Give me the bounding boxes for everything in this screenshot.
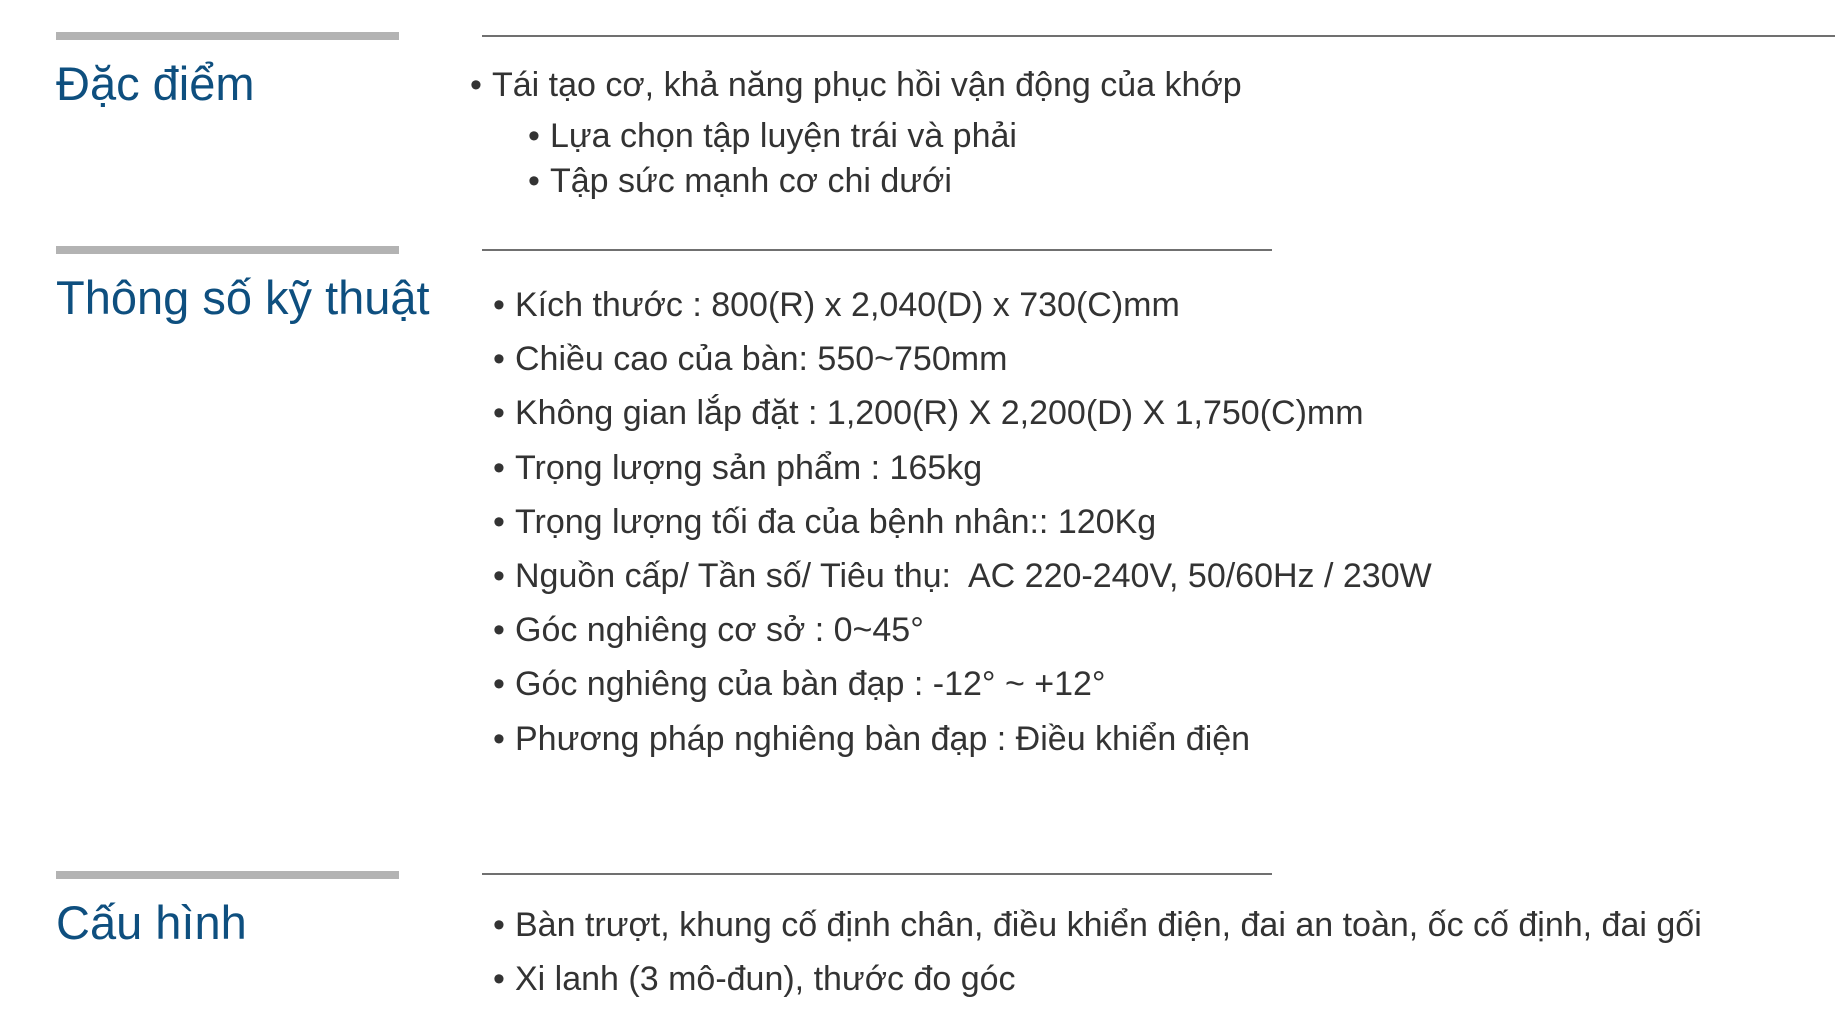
list-item: • Phương pháp nghiêng bàn đạp : Điều khiển điện	[493, 712, 1432, 766]
bullet-icon: •	[493, 448, 505, 487]
list-item: • Xi lanh (3 mô-đun), thước đo góc	[493, 952, 1702, 1006]
bullet-icon: •	[493, 286, 505, 324]
bullet-icon: •	[493, 340, 505, 379]
bullet-icon: •	[493, 719, 505, 758]
bullet-icon: •	[493, 665, 505, 704]
section-divider	[482, 35, 1835, 37]
bullet-icon: •	[470, 66, 482, 104]
list-item: • Tập sức mạnh cơ chi dưới	[528, 159, 1017, 204]
list-item: • Không gian lắp đặt : 1,200(R) X 2,200(D) X 1,750(C)mm	[493, 386, 1432, 440]
list-item: • Kích thước : 800(R) x 2,040(D) x 730(C)mm	[493, 278, 1432, 332]
section-divider	[482, 873, 1272, 875]
specs-list	[493, 278, 1432, 766]
bullet-icon: •	[493, 502, 505, 541]
bullet-icon: •	[528, 117, 540, 155]
features-list	[470, 67, 1242, 103]
list-item: • Góc nghiêng của bàn đạp : -12° ~ +12°	[493, 657, 1432, 711]
bullet-icon: •	[493, 960, 505, 998]
list-item: • Chiều cao của bàn: 550~750mm	[493, 332, 1432, 386]
bullet-icon: •	[493, 906, 505, 944]
list-item: • Trọng lượng sản phẩm : 165kg	[493, 441, 1432, 495]
list-item: • Trọng lượng tối đa của bệnh nhân:: 120Kg	[493, 495, 1432, 549]
configuration-list	[493, 898, 1702, 1006]
heading-accent-bar	[56, 32, 399, 40]
list-item: • Góc nghiêng cơ sở : 0~45°	[493, 603, 1432, 657]
list-item: • Bàn trượt, khung cố định chân, điều khiển điện, đai an toàn, ốc cố định, đai gối	[493, 898, 1702, 952]
list-item: • Nguồn cấp/ Tần số/ Tiêu thụ: AC 220-240V, 50/60Hz / 230W	[493, 549, 1432, 603]
list-item: • Tái tạo cơ, khả năng phục hồi vận động của khớp	[470, 66, 1242, 104]
bullet-icon: •	[493, 394, 505, 433]
bullet-icon: •	[528, 162, 540, 200]
bullet-icon: •	[493, 557, 505, 596]
section-divider	[482, 249, 1272, 251]
heading-accent-bar	[56, 246, 399, 254]
list-item: • Lựa chọn tập luyện trái và phải	[528, 114, 1017, 159]
specs-heading: Thông số kỹ thuật	[56, 271, 430, 324]
features-heading: Đặc điểm	[56, 57, 255, 110]
features-sub-list	[528, 114, 1017, 204]
bullet-icon: •	[493, 611, 505, 650]
configuration-heading: Cấu hình	[56, 896, 247, 949]
heading-accent-bar	[56, 871, 399, 879]
